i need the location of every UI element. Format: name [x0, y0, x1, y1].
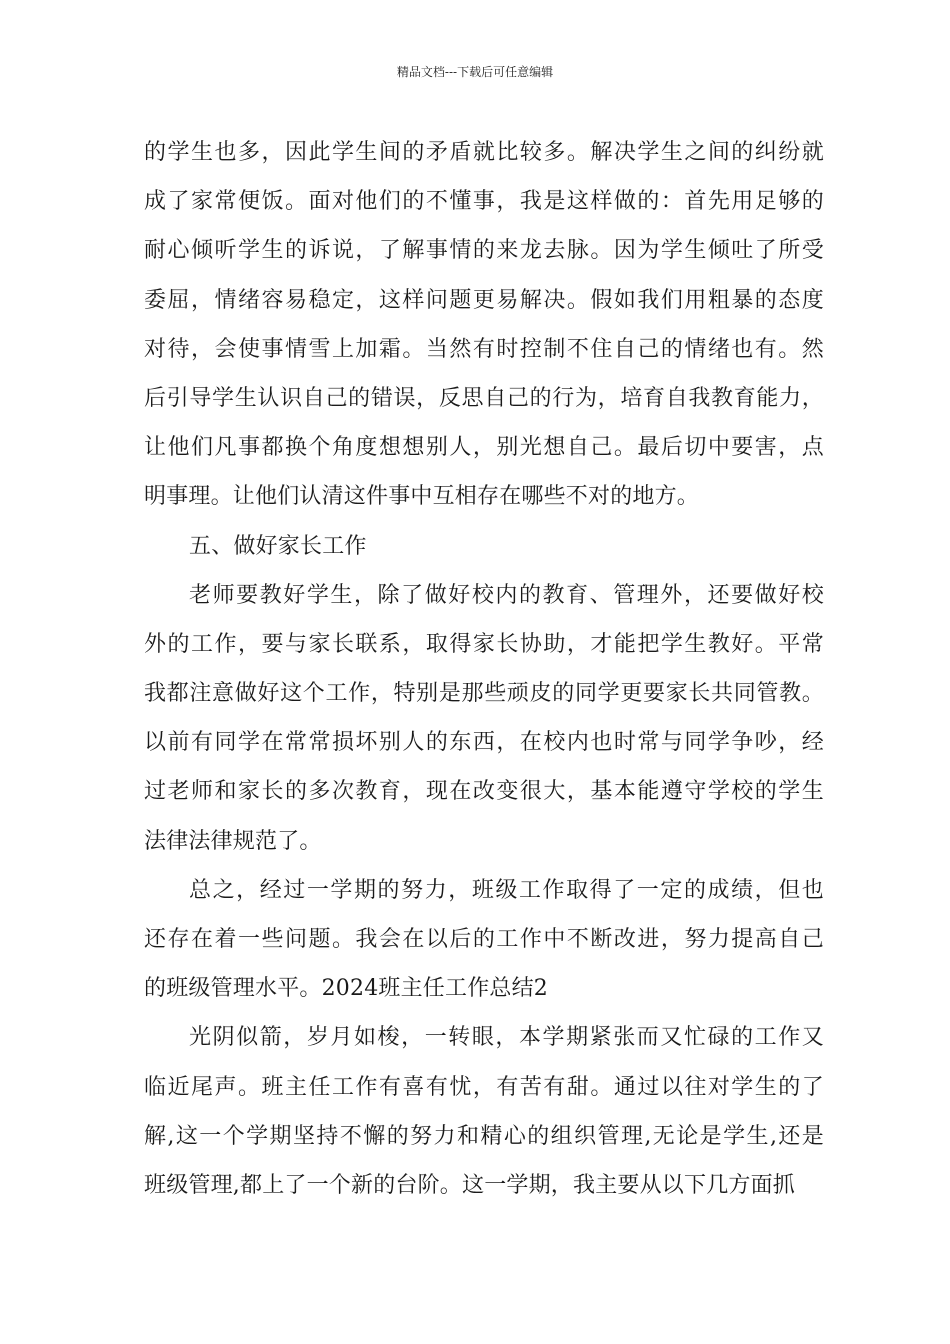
text-line: 我都注意做好这个工作，特别是那些顽皮的同学更要家长共同管教。: [144, 681, 824, 707]
text-line: 的学生也多，因此学生间的矛盾就比较多。解决学生之间的纠纷就: [144, 140, 824, 165]
document-body: [144, 128, 824, 1210]
text-line: 班级管理,都上了一个新的台阶。这一学期，我主要从以下几方面抓: [144, 1172, 795, 1198]
paragraph: [144, 128, 824, 522]
text-line: 以前有同学在常常损坏别人的东西，在校内也时常与同学争吵，经: [144, 730, 824, 756]
paragraph: [144, 866, 824, 1014]
text-line: 耐心倾听学生的诉说，了解事情的来龙去脉。因为学生倾吐了所受: [144, 238, 824, 264]
text-line: 五、做好家长工作: [189, 533, 367, 559]
text-line: 的班级管理水平。2024班主任工作总结2: [144, 976, 548, 1002]
text-line: 对待，会使事情雪上加霜。当然有时控制不住自己的情绪也有。然: [144, 336, 824, 362]
text-line: 明事理。让他们认清这件事中互相存在哪些不对的地方。: [144, 484, 700, 510]
paragraph: [144, 1013, 824, 1210]
text-line: 让他们凡事都换个角度想想别人，别光想自己。最后切中要害，点: [144, 435, 824, 461]
text-line: 过老师和家长的多次教育，现在改变很大，基本能遵守学校的学生: [144, 779, 824, 805]
text-line: 临近尾声。班主任工作有喜有忧，有苦有甜。通过以往对学生的了: [144, 1074, 824, 1100]
text-line: 成了家常便饭。面对他们的不懂事，我是这样做的：首先用足够的: [144, 189, 824, 215]
text-line: 委屈，情绪容易稳定，这样问题更易解决。假如我们用粗暴的态度: [144, 287, 824, 313]
text-line: 后引导学生认识自己的错误，反思自己的行为，培育自我教育能力，: [144, 385, 824, 411]
text-line: 外的工作，要与家长联系，取得家长协助，才能把学生教好。平常: [144, 631, 824, 657]
paragraph: [144, 522, 824, 571]
text-line: 还存在着一些问题。我会在以后的工作中不断改进，努力提高自己: [144, 927, 824, 952]
page-header: 精品文档---下载后可任意编辑: [396, 65, 554, 79]
text-line: 总之，经过一学期的努力，班级工作取得了一定的成绩，但也: [189, 877, 824, 903]
text-line: 法律法律规范了。: [144, 828, 322, 854]
text-line: 光阴似箭，岁月如梭，一转眼，本学期紧张而又忙碌的工作又: [189, 1025, 824, 1051]
text-line: 解,这一个学期坚持不懈的努力和精心的组织管理,无论是学生,还是: [144, 1123, 824, 1149]
paragraph: [144, 571, 824, 866]
text-line: 老师要教好学生，除了做好校内的教育、管理外，还要做好校: [189, 582, 824, 608]
